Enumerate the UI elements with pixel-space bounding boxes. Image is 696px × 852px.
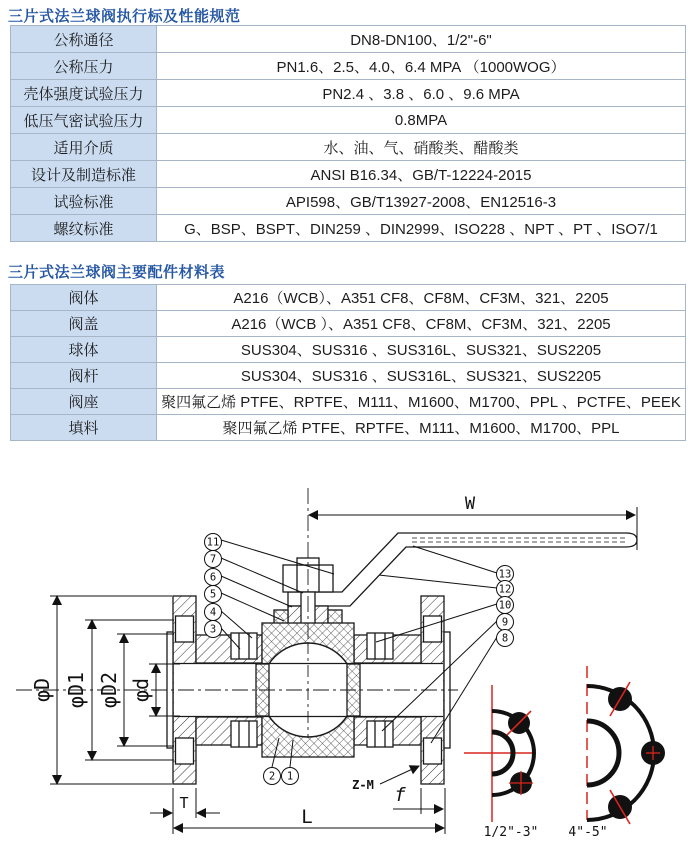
table-row (11, 337, 686, 363)
row-label: 阀盖 (11, 311, 157, 337)
row-label: 试验标准 (11, 188, 157, 215)
dim-f-label: f (394, 784, 406, 806)
callout-number: 4 (209, 606, 217, 619)
row-label: 设计及制造标准 (11, 161, 157, 188)
table-row (11, 53, 686, 80)
table-row (11, 161, 686, 188)
dim-l-label: L (301, 806, 313, 828)
row-value: API598、GB/T13927-2008、EN12516-3 (157, 188, 686, 215)
flange-view-large-label: 4"-5" (568, 825, 608, 840)
row-value: 聚四氟乙烯 PTFE、RPTFE、M111、M1600、M1700、PPL (157, 415, 686, 441)
row-value: PN2.4 、3.8 、6.0 、9.6 MPA (157, 80, 686, 107)
row-label: 阀体 (11, 285, 157, 311)
row-label: 壳体强度试验压力 (11, 80, 157, 107)
table-row (11, 285, 686, 311)
row-value: 水、油、气、硝酸类、醋酸类 (157, 134, 686, 161)
row-label: 公称压力 (11, 53, 157, 80)
flange-end-view-small (464, 685, 538, 840)
dim-w-label: W (464, 494, 476, 514)
table-row (11, 389, 686, 415)
row-label: 阀座 (11, 389, 157, 415)
dim-t-label: T (179, 794, 189, 812)
table-row (11, 215, 686, 242)
row-label: 适用介质 (11, 134, 157, 161)
callout-number: 3 (209, 623, 217, 636)
table-row (11, 188, 686, 215)
row-value: SUS304、SUS316 、SUS316L、SUS321、SUS2205 (157, 337, 686, 363)
row-value: G、BSP、BSPT、DIN259 、DIN2999、ISO228 、NPT 、PT 、ISO7/1 (157, 215, 686, 242)
flange-view-small-label: 1/2"-3" (483, 825, 539, 840)
callout-number: 13 (498, 568, 512, 581)
valve-body-section (16, 488, 637, 784)
row-value: PN1.6、2.5、4.0、6.4 MPA （1000WOG） (157, 53, 686, 80)
dim-phid2-label: φD2 (97, 671, 121, 709)
dim-phid1-label: φD1 (64, 671, 88, 709)
table-row (11, 80, 686, 107)
callout-number: 11 (206, 536, 220, 549)
material-table-title: 三片式法兰球阀主要配件材料表 (8, 264, 226, 281)
table-row (11, 415, 686, 441)
dim-phid-label: φD (30, 677, 54, 703)
callout-number: 5 (209, 588, 217, 601)
flange-end-view-large (568, 666, 665, 840)
dim-phid-bore-label: φd (129, 677, 153, 703)
callout-number: 2 (268, 770, 276, 783)
valve-technical-drawing (0, 480, 696, 852)
spec-table (10, 25, 686, 242)
dim-zm-label: Z-M (352, 778, 374, 792)
row-label: 螺纹标准 (11, 215, 157, 242)
table-row (11, 134, 686, 161)
row-label: 公称通径 (11, 26, 157, 53)
row-value: 0.8MPA (157, 107, 686, 134)
spec-table-title: 三片式法兰球阀执行标及性能规范 (8, 8, 241, 25)
row-value: ANSI B16.34、GB/T-12224-2015 (157, 161, 686, 188)
row-value: DN8-DN100、1/2"-6" (157, 26, 686, 53)
row-label: 填料 (11, 415, 157, 441)
material-table (10, 284, 686, 441)
callout-number: 12 (498, 583, 512, 596)
row-value: 聚四氟乙烯 PTFE、RPTFE、M111、M1600、M1700、PPL 、PCTFE、PEEK (157, 389, 686, 415)
table-row (11, 107, 686, 134)
callout-number: 8 (501, 632, 509, 645)
callout-number: 7 (209, 553, 217, 566)
table-row (11, 311, 686, 337)
callout-number: 9 (501, 616, 509, 629)
row-value: A216（WCB ）、A351 CF8、CF8M、CF3M、321、2205 (157, 311, 686, 337)
row-label: 低压气密试验压力 (11, 107, 157, 134)
callout-number: 6 (209, 571, 217, 584)
row-value: A216（WCB）、A351 CF8、CF8M、CF3M、321、2205 (157, 285, 686, 311)
callout-number: 1 (286, 770, 294, 783)
callout-number: 10 (498, 599, 512, 612)
row-label: 球体 (11, 337, 157, 363)
valve-handle (288, 533, 637, 606)
table-row (11, 363, 686, 389)
table-row (11, 26, 686, 53)
row-value: SUS304、SUS316 、SUS316L、SUS321、SUS2205 (157, 363, 686, 389)
row-label: 阀杆 (11, 363, 157, 389)
